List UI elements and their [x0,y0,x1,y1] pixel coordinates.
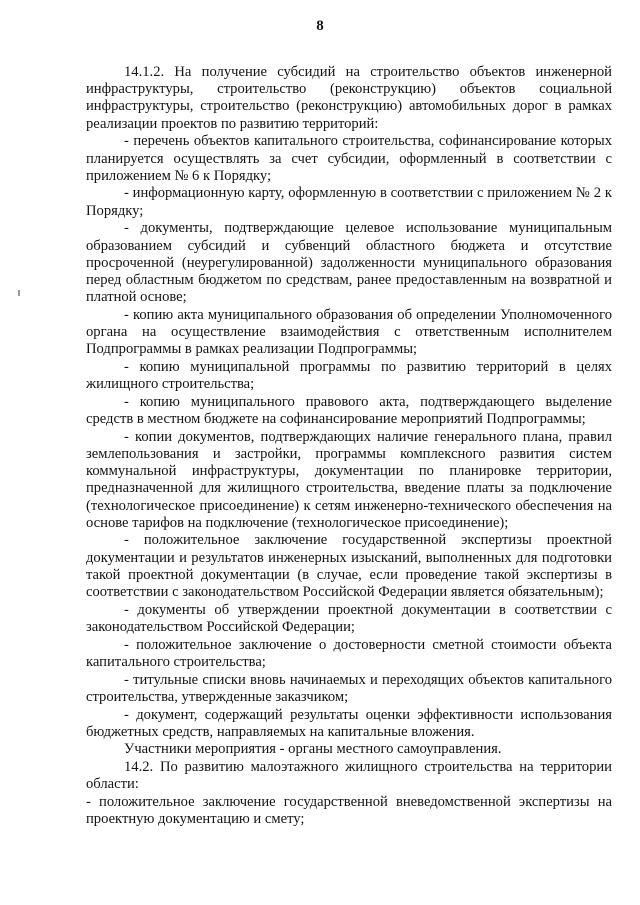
participants-paragraph: Участники мероприятия - органы местного самоуправления. [124,741,502,758]
paragraph-14-2: 14.2. По развитию малоэтажного жилищного строительства на территории области: [86,759,612,793]
list-item: - положительное заключение государственной экспертизы проектной документации и результатов инженерных изысканий, выполненных для подготовки такой проектной документации (в случае, если проведение такой экспертизы в соответствии с законодательством Российской Федерации является обязательным); [86,532,612,601]
list-item: - титульные списки вновь начинаемых и переходящих объектов капитального строительства, утвержденные заказчиком; [86,671,612,705]
list-item: - перечень объектов капитального строительства, софинансирование которых планируется осуществлять за счет субсидии, оформленный в соответствии с приложением № 6 к Порядку; [86,133,612,184]
list-item: - положительное заключение о достоверности сметной стоимости объекта капитального строительства; [86,636,612,670]
margin-mark [18,290,20,296]
list-item: - положительное заключение государственной вневедомственной экспертизы на проектную документацию и смету; [86,794,612,828]
list-item: - копию муниципальной программы по развитию территорий в целях жилищного строительства; [86,358,612,393]
document-body [86,64,612,829]
list-item: - информационную карту, оформленную в соответствии с приложением № 2 к Порядку; [86,185,612,219]
list-item: - копии документов, подтверждающих наличие генерального плана, правил землепользования и застройки, программы комплексного развития систем коммунальной инфраструктуры, документации по планировке территории, предназначенной для жилищного строительства, введение платы за подключение (технологическое присоединение) к сетям инженерно-технического обеспечения на основе тарифов на подключение (технологическое присоединение); [86,428,612,531]
page-number: 8 [316,18,324,34]
list-item: - документы об утверждении проектной документации в соответствии с законодательством Российской Федерации; [86,601,612,635]
list-item: - документы, подтверждающие целевое использование муниципальным образованием субсидий и субвенций областного бюджета и отсутствие просроченной (неурегулированной) задолженности муниципального образования перед областным бюджетом по средствам, ранее предоставленным на возвратной и платной основе; [86,220,612,306]
list-item: - копию муниципального правового акта, подтверждающего выделение средств в местном бюджете на софинансирование мероприятий Подпрограммы; [86,393,612,428]
list-item: - документ, содержащий результаты оценки эффективности использования бюджетных средств, направляемых на капитальные вложения. [86,706,612,740]
list-item: - копию акта муниципального образования об определении Уполномоченного органа на осуществление взаимодействия с ответственным исполнителем Подпрограммы в рамках реализации Подпрограммы; [86,306,612,358]
paragraph-14-1-2: 14.1.2. На получение субсидий на строительство объектов инженерной инфраструктуры, строительство (реконструкцию) объектов социальной инфраструктуры, строительство (реконструкцию) автомобильных дорог в рамках реализации проектов по развитию территорий: [86,64,612,132]
